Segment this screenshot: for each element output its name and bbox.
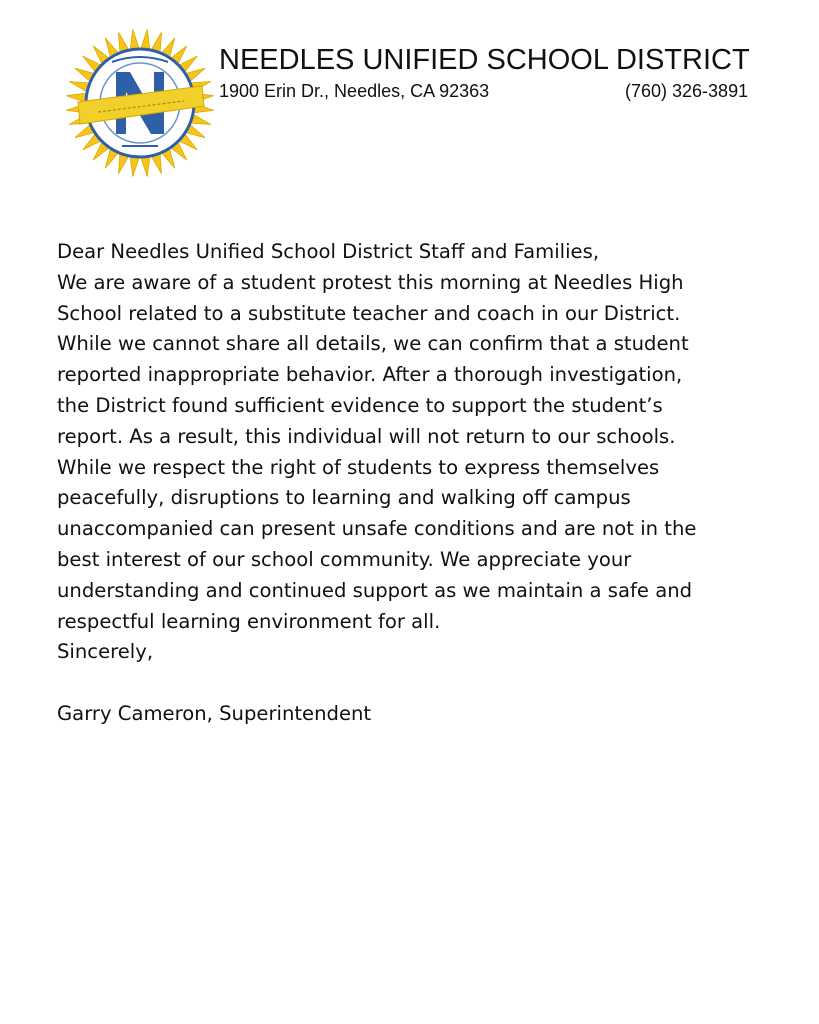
district-address: 1900 Erin Dr., Needles, CA 92363 <box>219 81 490 101</box>
letter-line: best interest of our school community. We appreciate your <box>57 547 632 571</box>
blank-line <box>57 668 696 699</box>
letter-signature: Garry Cameron, Superintendent <box>57 701 372 725</box>
letter-line: reported inappropriate behavior. After a thorough investigation, <box>57 363 683 387</box>
letter-line: We are aware of a student protest this morning at Needles High <box>57 270 684 294</box>
letter-body <box>57 237 696 730</box>
letter-line: the District found sufficient evidence to support the student’s <box>57 393 663 417</box>
letter-greeting: Dear Needles Unified School District Staff and Families, <box>57 240 600 263</box>
letter-line: While we respect the right of students to express themselves <box>57 455 660 479</box>
letter-line: respectful learning environment for all. <box>57 609 441 633</box>
letter-line: report. As a result, this individual will not return to our schools. <box>57 424 676 448</box>
letter-line: peacefully, disruptions to learning and walking off campus <box>57 486 631 510</box>
district-title: NEEDLES UNIFIED SCHOOL DISTRICT <box>219 44 750 76</box>
district-seal-icon <box>64 28 216 178</box>
letter-line: understanding and continued support as we maintain a safe and <box>57 578 693 602</box>
letter-closing: Sincerely, <box>57 640 154 664</box>
letter-line: unaccompanied can present unsafe conditions and are not in the <box>57 517 697 541</box>
letter-line: School related to a substitute teacher and coach in our District. <box>57 301 681 325</box>
district-logo <box>64 28 216 178</box>
letter-line: While we cannot share all details, we can confirm that a student <box>57 332 689 356</box>
district-phone: (760) 326-3891 <box>625 81 749 101</box>
